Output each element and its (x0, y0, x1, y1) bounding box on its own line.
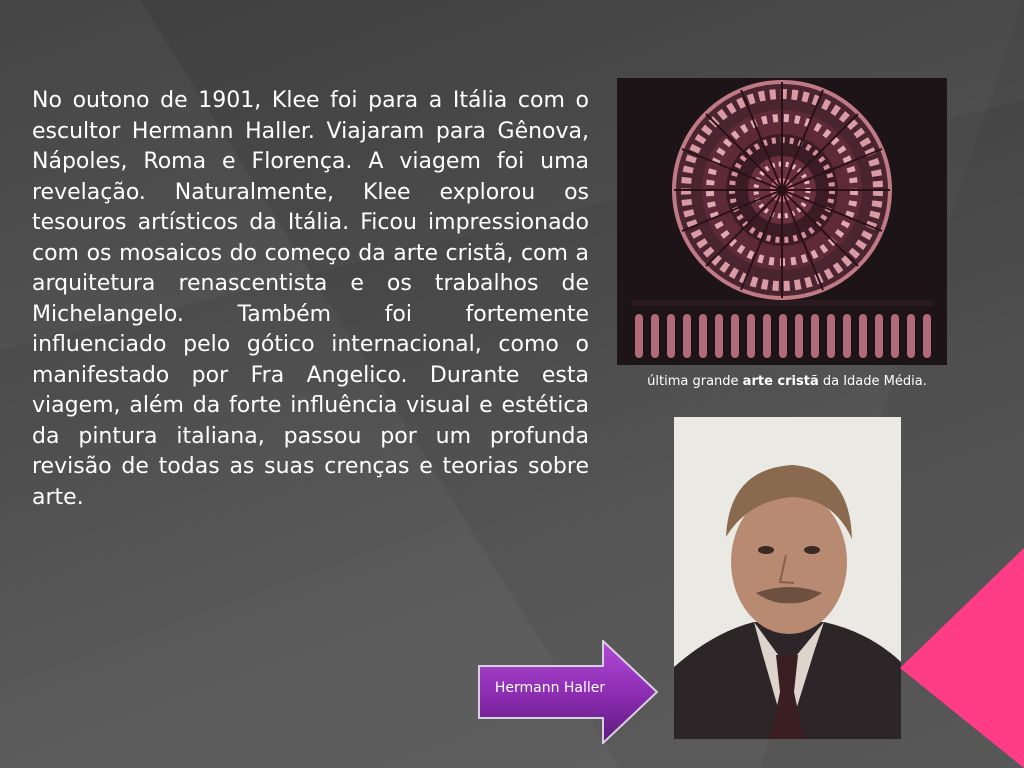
body-text: No outono de 1901, Klee foi para a Itália com o escultor Hermann Haller. Viajaram para Gênova, Nápoles, Roma e Florença. A viagem foi uma revelação. Naturalmente, Klee explorou os tesouros artísticos da Itália. Ficou impressionado com os mosaicos do começo da arte cristã, com a arquitetura renascentista e os trabalhos de Michelangelo. Também foi fortemente influenciado pelo gótico internacional, como o manifestado por Fra Angelico. Durante esta viagem, além da forte influência visual e estética da pintura italiana, passou por um profunda revisão de todas as suas crenças e teorias sobre arte. (32, 88, 589, 510)
caption-text: última grande (647, 374, 743, 389)
rose-window-image (617, 78, 947, 365)
decorative-pink-triangle (900, 548, 1024, 768)
caption-bold-text: arte cristã (742, 374, 819, 389)
caption-text-end: da Idade Média. (818, 374, 927, 389)
hermann-haller-portrait (674, 417, 901, 739)
image-caption (600, 374, 974, 389)
arrow-label: Hermann Haller (494, 680, 606, 696)
